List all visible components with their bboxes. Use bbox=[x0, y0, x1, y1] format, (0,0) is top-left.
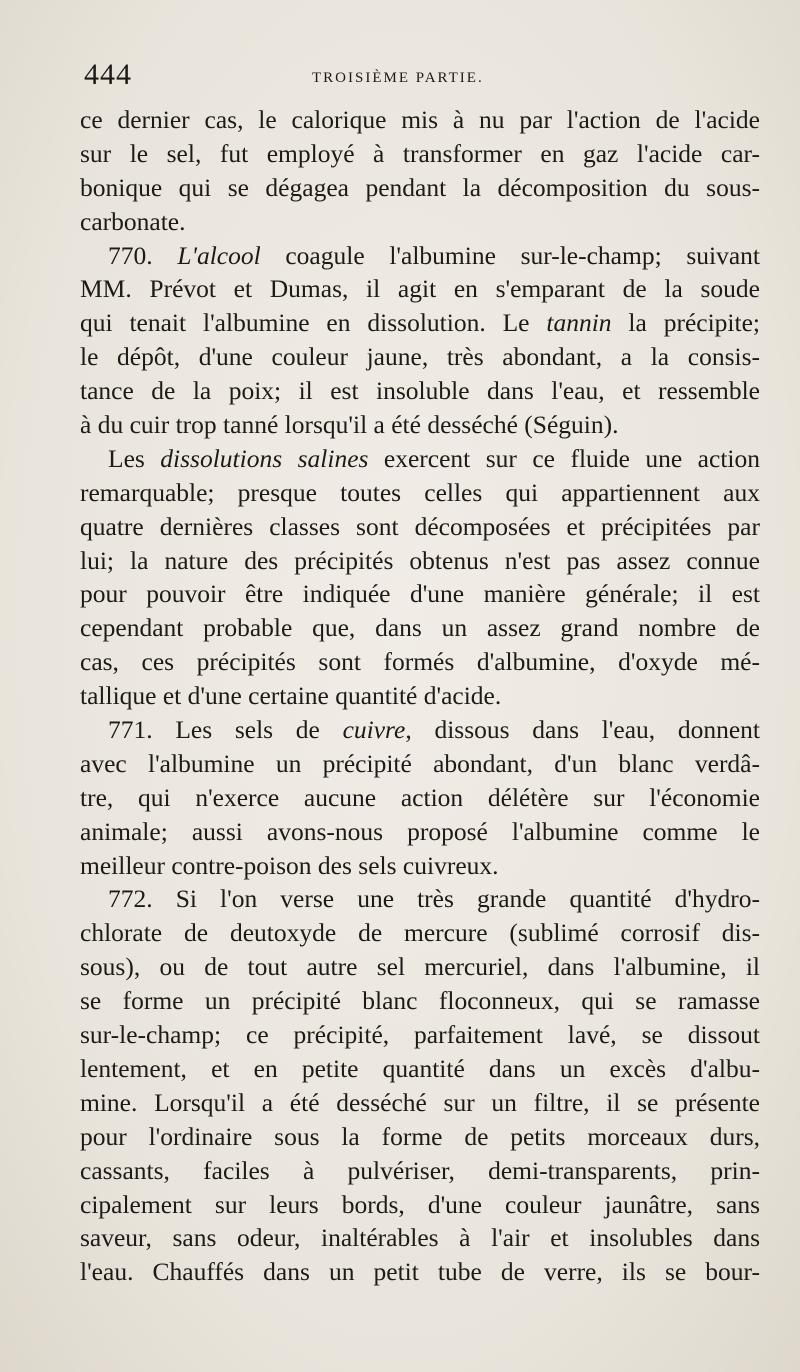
text-line bbox=[80, 916, 760, 950]
text-run: sur le sel, fut employé à transformer en gaz l'acide car- bbox=[80, 138, 760, 168]
text-run: mine. Lorsqu'il a été desséché sur un filtre, il se présente bbox=[80, 1087, 760, 1117]
text-run: l'eau. Chauffés dans un petit tube de verre, ils se bour- bbox=[80, 1257, 760, 1287]
text-line bbox=[80, 984, 760, 1018]
text-run: lentement, et en petite quantité dans un excès d'albu- bbox=[80, 1053, 760, 1083]
text-run: remarquable; presque toutes celles qui appartiennent aux bbox=[80, 477, 760, 507]
text-line bbox=[80, 1120, 760, 1154]
italic-term: L'alcool bbox=[177, 240, 261, 270]
text-run: 771. Les sels de bbox=[108, 715, 343, 745]
text-line bbox=[80, 340, 760, 374]
text-line bbox=[80, 374, 760, 408]
text-line bbox=[80, 205, 760, 239]
text-line bbox=[80, 950, 760, 984]
text-line bbox=[80, 171, 760, 205]
text-run: exercent sur ce fluide une action bbox=[368, 443, 760, 473]
text-line bbox=[80, 306, 760, 340]
text-line bbox=[80, 544, 760, 578]
text-line bbox=[80, 272, 760, 306]
text-line bbox=[80, 1188, 760, 1222]
running-title: TROISIÈME PARTIE. bbox=[312, 70, 484, 86]
text-line bbox=[80, 679, 760, 713]
italic-term: tannin bbox=[546, 308, 612, 338]
text-run: MM. Prévot et Dumas, il agit en s'emparant de la soude bbox=[80, 274, 760, 304]
text-line bbox=[80, 1052, 760, 1086]
text-run: à du cuir trop tanné lorsqu'il a été desséché (Séguin). bbox=[80, 410, 619, 440]
text-run: chlorate de deutoxyde de mercure (sublimé corrosif dis- bbox=[80, 918, 760, 948]
italic-term: cuivre bbox=[342, 715, 406, 745]
text-line bbox=[80, 1255, 760, 1289]
text-run: saveur, sans odeur, inaltérables à l'air et insolubles dans bbox=[80, 1223, 760, 1253]
text-run: pour pouvoir être indiquée d'une manière générale; il est bbox=[80, 579, 760, 609]
text-line bbox=[80, 1154, 760, 1188]
text-run: cependant probable que, dans un assez grand nombre de bbox=[80, 613, 760, 643]
text-run: animale; aussi avons-nous proposé l'albumine comme le bbox=[80, 816, 760, 846]
text-run: tre, qui n'exerce aucune action délétère sur l'économie bbox=[80, 782, 760, 812]
text-line bbox=[80, 1018, 760, 1052]
page-number: 444 bbox=[84, 58, 132, 91]
text-line bbox=[80, 747, 760, 781]
text-line bbox=[80, 1086, 760, 1120]
text-run: cipalement sur leurs bords, d'une couleur jaunâtre, sans bbox=[80, 1189, 760, 1219]
text-line bbox=[80, 713, 760, 747]
text-line bbox=[80, 815, 760, 849]
text-run: cassants, faciles à pulvériser, demi-transparents, prin- bbox=[80, 1155, 760, 1185]
text-run: qui tenait l'albumine en dissolution. Le bbox=[80, 308, 547, 338]
text-run: avec l'albumine un précipité abondant, d'un blanc verdâ- bbox=[80, 748, 760, 778]
text-run: 772. Si l'on verse une très grande quantité d'hydro- bbox=[108, 884, 760, 914]
text-line bbox=[80, 239, 760, 273]
text-run: carbonate. bbox=[80, 206, 186, 236]
text-line bbox=[80, 476, 760, 510]
text-run: ce dernier cas, le calorique mis à nu par l'action de l'acide bbox=[80, 105, 760, 134]
text-line bbox=[80, 137, 760, 171]
text-run: le dépôt, d'une couleur jaune, très abondant, a la consis- bbox=[80, 342, 760, 372]
text-run: la précipite; bbox=[611, 308, 760, 338]
text-run: lui; la nature des précipités obtenus n'est pas assez connue bbox=[80, 545, 760, 575]
text-line bbox=[80, 882, 760, 916]
text-run: Les bbox=[108, 443, 161, 473]
text-run: , dissous dans l'eau, donnent bbox=[405, 715, 760, 745]
text-line bbox=[80, 1221, 760, 1255]
text-line bbox=[80, 577, 760, 611]
text-line bbox=[80, 510, 760, 544]
text-line bbox=[80, 611, 760, 645]
text-line bbox=[80, 442, 760, 476]
body-text bbox=[80, 103, 760, 1289]
text-run: bonique qui se dégagea pendant la décomposition du sous- bbox=[80, 172, 760, 202]
text-line bbox=[80, 103, 760, 137]
text-run: pour l'ordinaire sous la forme de petits morceaux durs, bbox=[80, 1121, 760, 1151]
text-line bbox=[80, 408, 760, 442]
text-line bbox=[80, 645, 760, 679]
text-run: se forme un précipité blanc floconneux, qui se ramasse bbox=[80, 986, 760, 1016]
text-line bbox=[80, 781, 760, 815]
italic-term: dissolutions salines bbox=[160, 443, 369, 473]
text-run: meilleur contre-poison des sels cuivreux. bbox=[80, 850, 499, 880]
page-header bbox=[80, 58, 760, 98]
text-line bbox=[80, 849, 760, 883]
text-run: sur-le-champ; ce précipité, parfaitement lavé, se dissout bbox=[80, 1020, 760, 1050]
text-run: 770. bbox=[108, 240, 178, 270]
text-run: cas, ces précipités sont formés d'albumine, d'oxyde mé- bbox=[80, 647, 760, 677]
text-run: sous), ou de tout autre sel mercuriel, dans l'albumine, il bbox=[80, 952, 760, 982]
text-run: tance de la poix; il est insoluble dans l'eau, et ressemble bbox=[80, 376, 760, 406]
text-run: quatre dernières classes sont décomposées et précipitées par bbox=[80, 511, 760, 541]
text-run: tallique et d'une certaine quantité d'acide. bbox=[80, 681, 502, 711]
text-run: coagule l'albumine sur-le-champ; suivant bbox=[260, 240, 761, 270]
